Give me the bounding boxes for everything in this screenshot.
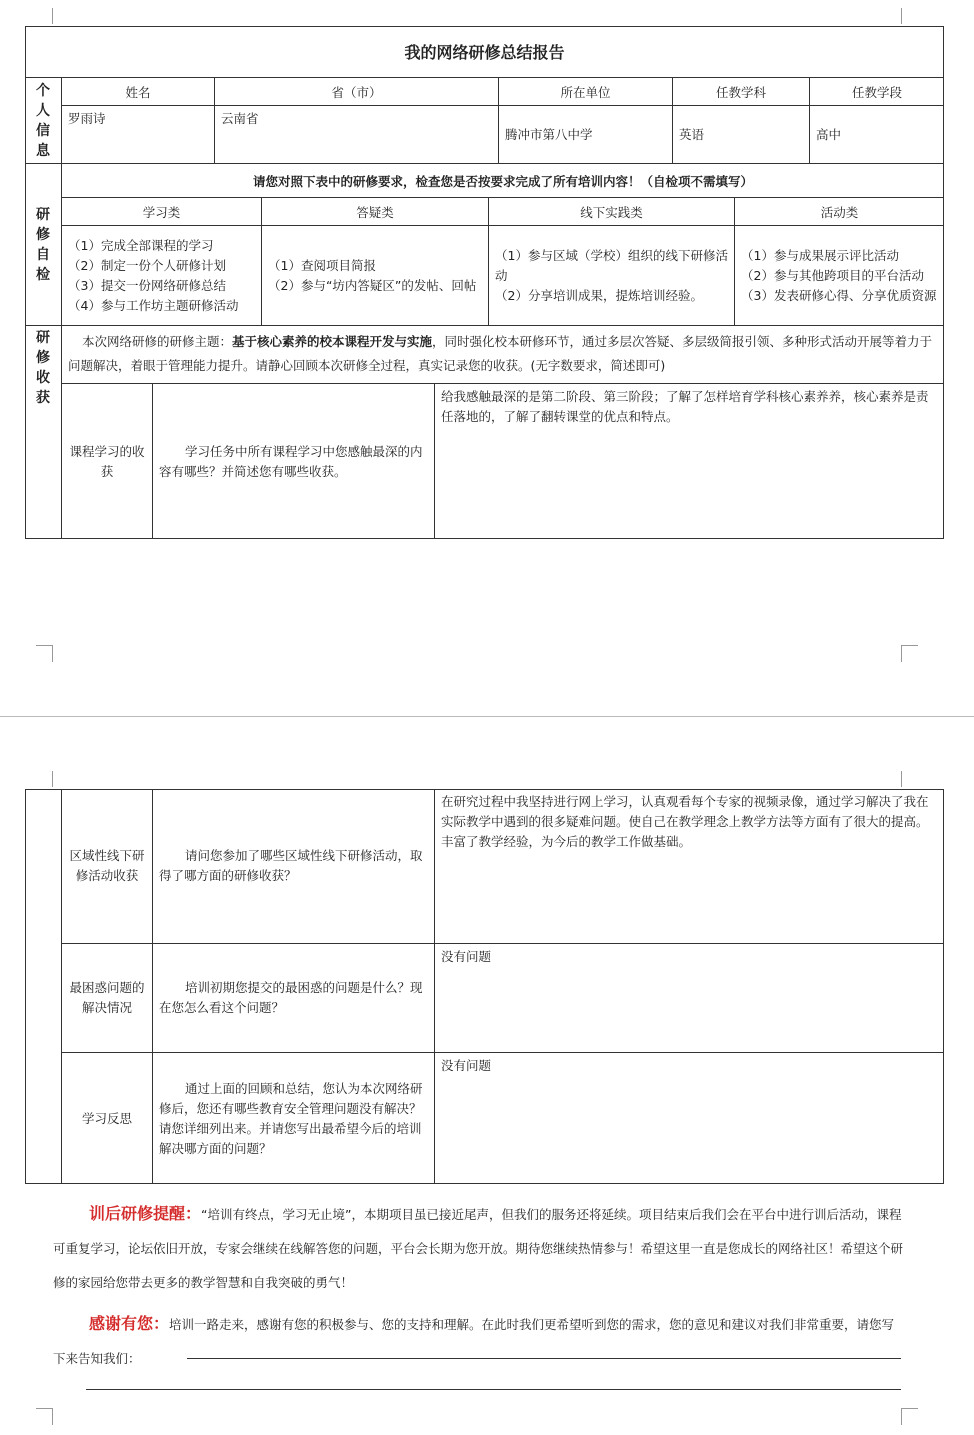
header-stage: 任教学段 bbox=[810, 78, 944, 106]
header-subject: 任教学科 bbox=[673, 78, 810, 106]
page-title: 我的网络研修总结报告 bbox=[25, 26, 944, 78]
thanks-label: 感谢有您： bbox=[89, 1314, 170, 1333]
crop-mark bbox=[901, 645, 918, 662]
section-label-personal bbox=[25, 78, 62, 164]
reminder-paragraph bbox=[53, 1197, 903, 1300]
section-label-gains bbox=[25, 326, 62, 539]
selfcheck-col-activity bbox=[735, 226, 944, 326]
section-label-text: 研修收获 bbox=[36, 330, 50, 406]
value-subject: 英语 bbox=[673, 106, 810, 164]
selfcheck-col-study bbox=[62, 226, 262, 326]
selfcheck-col-offline bbox=[489, 226, 735, 326]
list-item: （2）参与其他跨项目的平台活动 bbox=[741, 267, 924, 283]
section-label-selfcheck bbox=[25, 164, 62, 326]
value-province: 云南省 bbox=[215, 106, 499, 164]
reminder-label: 训后研修提醒： bbox=[89, 1204, 202, 1223]
list-item: （2）参与“坊内答疑区”的发帖、回帖 bbox=[268, 277, 477, 293]
header-name: 姓名 bbox=[62, 78, 215, 106]
header-unit: 所在单位 bbox=[499, 78, 673, 106]
selfcheck-header-study: 学习类 bbox=[62, 198, 262, 226]
value-stage: 高中 bbox=[810, 106, 944, 164]
header-province: 省（市） bbox=[215, 78, 499, 106]
list-item: （2）分享培训成果，提炼培训经验。 bbox=[495, 287, 703, 303]
crop-mark bbox=[901, 8, 918, 24]
feedback-line[interactable] bbox=[86, 1389, 901, 1390]
selfcheck-instruction: 请您对照下表中的研修要求，检查您是否按要求完成了所有培训内容！（自检项不需填写） bbox=[62, 164, 944, 198]
selfcheck-header-activity: 活动类 bbox=[735, 198, 944, 226]
gains-intro-prefix: 本次网络研修的研修主题： bbox=[82, 334, 233, 349]
list-item: （3）提交一份网络研修总结 bbox=[68, 277, 226, 293]
gains-row-answer[interactable]: 给我感触最深的是第二阶段、第三阶段；了解了怎样培育学科核心素养养，核心素养是责任落地的，了解了翻转课堂的优点和特点。 bbox=[441, 389, 929, 424]
list-item: （3）发表研修心得、分享优质资源 bbox=[741, 287, 937, 303]
crop-mark bbox=[901, 771, 918, 787]
gains-row-question: 请问您参加了哪些区域性线下研修活动，取得了哪方面的研修收获？ bbox=[153, 789, 435, 944]
gains-intro bbox=[62, 326, 944, 384]
gains-row-question: 培训初期您提交的最困惑的问题是什么？现在您怎么看这个问题？ bbox=[153, 944, 435, 1053]
list-item: （4）参与工作坊主题研修活动 bbox=[68, 297, 239, 313]
selfcheck-header-qa: 答疑类 bbox=[262, 198, 489, 226]
page-divider bbox=[0, 716, 974, 717]
gains-row-question: 通过上面的回顾和总结，您认为本次网络研修后，您还有哪些教育安全管理问题没有解决？请您详细列出来。并请您写出最希望今后的培训解决哪方面的问题？ bbox=[153, 1053, 435, 1184]
gains-row-answer[interactable]: 在研究过程中我坚持进行网上学习，认真观看每个专家的视频录像，通过学习解决了我在实际教学中遇到的很多疑难问题。使自己在教学理念上教学方法等方面有了很大的提高。丰富了教学经验，为今后的教学工作做基础。 bbox=[435, 789, 944, 944]
crop-mark bbox=[36, 8, 53, 24]
gains-intro-theme: 基于核心素养的校本课程开发与实施 bbox=[232, 334, 433, 349]
reminder-text: “培训有终点，学习无止境”，本期项目虽已接近尾声，但我们的服务还将延续。项目结束后我们会在平台中进行训后活动，课程可重复学习，论坛依旧开放，专家会继续在线解答您的问题，平台会长期为您开放。期待您继续热情参与！希望这里一直是您成长的网络社区！希望这个研修的家园给您带去更多的教学智慧和自我突破的勇气！ bbox=[53, 1207, 904, 1290]
list-item: （1）完成全部课程的学习 bbox=[68, 237, 214, 253]
gains-row-question: 学习任务中所有课程学习中您感触最深的内容有哪些？并简述您有哪些收获。 bbox=[153, 384, 435, 539]
list-item: （1）参与区域（学校）组织的线下研修活动 bbox=[495, 247, 728, 283]
crop-mark bbox=[36, 645, 53, 662]
crop-mark bbox=[36, 1408, 53, 1425]
gains-row-answer[interactable]: 没有问题 bbox=[441, 1058, 492, 1073]
section-label-text: 个人信息 bbox=[36, 82, 50, 159]
crop-mark bbox=[36, 771, 53, 787]
gains-row-label: 最困惑问题的解决情况 bbox=[62, 944, 153, 1053]
gains-row-answer[interactable]: 没有问题 bbox=[435, 944, 944, 1053]
section-label-gains-continued bbox=[25, 789, 62, 1184]
list-item: （1）参与成果展示评比活动 bbox=[741, 247, 899, 263]
thanks-paragraph bbox=[53, 1307, 903, 1376]
selfcheck-header-offline: 线下实践类 bbox=[489, 198, 735, 226]
list-item: （2）制定一份个人研修计划 bbox=[68, 257, 226, 273]
gains-row-label: 区域性线下研修活动收获 bbox=[62, 789, 153, 944]
list-item: （1）查阅项目简报 bbox=[268, 257, 376, 273]
gains-row-label: 课程学习的收获 bbox=[62, 384, 153, 539]
gains-intro-suffix: ，同时强化校本研修环节，通过多层次答疑、多层级简报引领、多种形式活动开展等着力于问题解决，着眼于管理能力提升。请静心回顾本次研修全过程，真实记录您的收获。(无字数要求，简述即可) bbox=[68, 334, 933, 373]
value-unit: 腾冲市第八中学 bbox=[499, 106, 673, 164]
selfcheck-col-qa bbox=[262, 226, 489, 326]
crop-mark bbox=[901, 1408, 918, 1425]
gains-row-label: 学习反思 bbox=[62, 1053, 153, 1184]
thanks-text: 培训一路走来，感谢有您的积极参与、您的支持和理解。在此时我们更希望听到您的需求，您的意见和建议对我们非常重要，请您写下来告知我们： bbox=[53, 1317, 895, 1366]
section-label-text: 研修自检 bbox=[36, 206, 50, 283]
feedback-line[interactable] bbox=[187, 1358, 901, 1359]
value-name: 罗雨诗 bbox=[62, 106, 215, 164]
